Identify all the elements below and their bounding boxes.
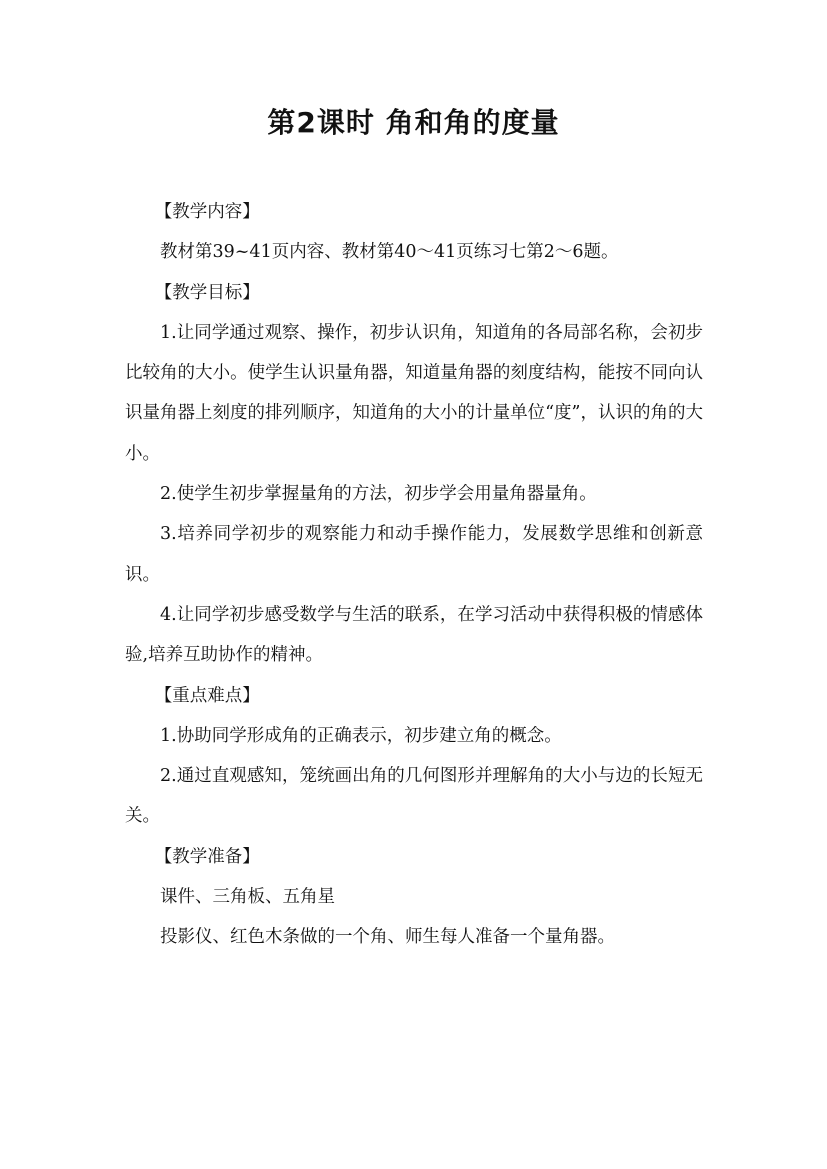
paragraph-prep-2: 投影仪、红色木条做的一个角、师生每人准备一个量角器。 xyxy=(160,927,615,948)
document-body xyxy=(125,192,703,958)
paragraph-key-1: 1.协助同学形成角的正确表示，初步建立角的概念。 xyxy=(160,725,562,746)
page-title: 第2课时 角和角的度量 xyxy=(267,106,560,139)
paragraph-goal-2: 2.使学生初步掌握量角的方法，初步学会用量角器量角。 xyxy=(160,484,597,505)
paragraph-goal-1: 1.让同学通过观察、操作，初步认识角，知道角的各局部名称，会初步比较角的大小。使学生认识量角器，知道量角器的刻度结构，能按不同向认识量角器上刻度的排列顺序，知道角的大小的计量单位“度”，认识的角的大小。 xyxy=(125,322,703,464)
section-heading-content: 【教学内容】 xyxy=(154,202,260,222)
section-heading-preparation: 【教学准备】 xyxy=(154,846,260,867)
section-heading-key-points: 【重点难点】 xyxy=(154,685,260,706)
paragraph-key-2: 2.通过直观感知，笼统画出角的几何图形并理解角的大小与边的长短无关。 xyxy=(125,766,703,827)
paragraph-content: 教材第39~41页内容、教材第40～41页练习七第2～6题。 xyxy=(160,242,619,263)
paragraph-prep-1: 课件、三角板、五角星 xyxy=(160,887,335,908)
paragraph-goal-4: 4.让同学初步感受数学与生活的联系，在学习活动中获得积极的情感体验,培养互助协作的精神。 xyxy=(125,604,703,666)
paragraph-goal-3: 3.培养同学初步的观察能力和动手操作能力，发展数学思维和创新意识。 xyxy=(125,524,703,585)
section-heading-goals: 【教学目标】 xyxy=(154,282,260,303)
